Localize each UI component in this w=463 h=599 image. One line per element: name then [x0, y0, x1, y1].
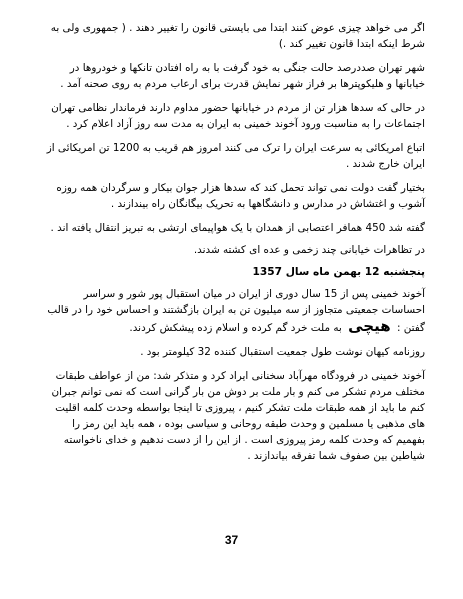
paragraph-gatherings-permit: در حالی که سدها هزار تن از مردم در خیابانها حضور مداوم دارند فرماندار نظامی تهران اجتماعات را به مناسبت ورود آخوند خمینی به ایران به مدت سه روز آزاد اعلام کرد . — [51, 102, 425, 130]
paragraph-mehrabad-speech: آخوند خمینی در فرودگاه مهرآباد سخنانی ایراد کرد و متذکر شد: من از عواطف طبقات مختلف مردم تشکر می کنم و بار ملت بر دوش من بار گرانی است که نمی توانم جبران کنم ما باید از همه طبقات ملت تشکر کنیم ، پیروزی تا اینجا بواسطه وحدت کلمه اقلیت های مذهبی یا مسلمین و وحدت طبقه روحانی و سیاسی بوده ، همه باید این رمز را بفهمیم که وحدت کلمه رمز پیروزی است . از این را از دست ندهیم و خدای ناخواسته شیاطین بین صفوف شما تفرقه بیاندازند . — [51, 370, 425, 462]
paragraph-street-protests: در تظاهرات خیابانی چند زخمی و عده ای کشته شدند. — [193, 244, 425, 256]
page-number: 37 — [224, 533, 239, 547]
paragraph-bakhtiar-statement: بختیار گفت دولت نمی تواند تحمل کند که سدها هزار جوان بیکار و سرگردان همه روزه آشوب و اغتشاش در مدارس و دانشگاهها به تحریک بیگانگان راه بیندازند . — [56, 182, 425, 210]
khomeini-return-prefix: گفتن : — [396, 322, 425, 334]
emphasized-word: هیچی — [348, 317, 391, 335]
paragraph-americans-leaving: اتباع امریکائی به سرعت ایران را ترک می کنند امروز هم قریب به 1200 تن امریکائی از ایران خارج شدند . — [46, 142, 425, 170]
date-heading: پنجشنبه 12 بهمن ماه سال 1357 — [252, 266, 425, 278]
paragraph-kayhan-report: روزنامه کیهان نوشت طول جمعیت استقبال کننده 32 کیلومتر بود . — [140, 346, 425, 358]
paragraph-tehran-war-state: شهر تهران صددرصد حالت جنگی به خود گرفت با به راه افتادن تانکها و خودروها در خیابانها و هلیکوپترها بر فراز شهر نمایش قدرت برای ارعاب مردم به روی صحنه آمد . — [60, 62, 425, 90]
khomeini-return-suffix: به ملت خرد گم کرده و اسلام زده پیشکش کردند. — [129, 322, 342, 334]
paragraph-homafars-transfer: گفته شد 450 همافر اعتصابی از همدان با یک هواپیمای ارتشی به تبریز انتقال یافته اند . — [50, 222, 425, 234]
paragraph-law-change: اگر می خواهد چیزی عوض کنند ابتدا می بایستی قانون را تغییر دهند . ( جمهوری ولی به شرط اینکه ابتدا قانون تغییر کند .) — [50, 22, 425, 50]
khomeini-return-text: آخوند خمینی پس از 15 سال دوری از ایران در میان استقبال پور شور و سراسر احساسات جمعیتی متجاوز از سه میلیون تن به ایران بازگشتند و احساس خود را در قالب — [47, 288, 425, 316]
paragraph-khomeini-return — [40, 286, 425, 336]
